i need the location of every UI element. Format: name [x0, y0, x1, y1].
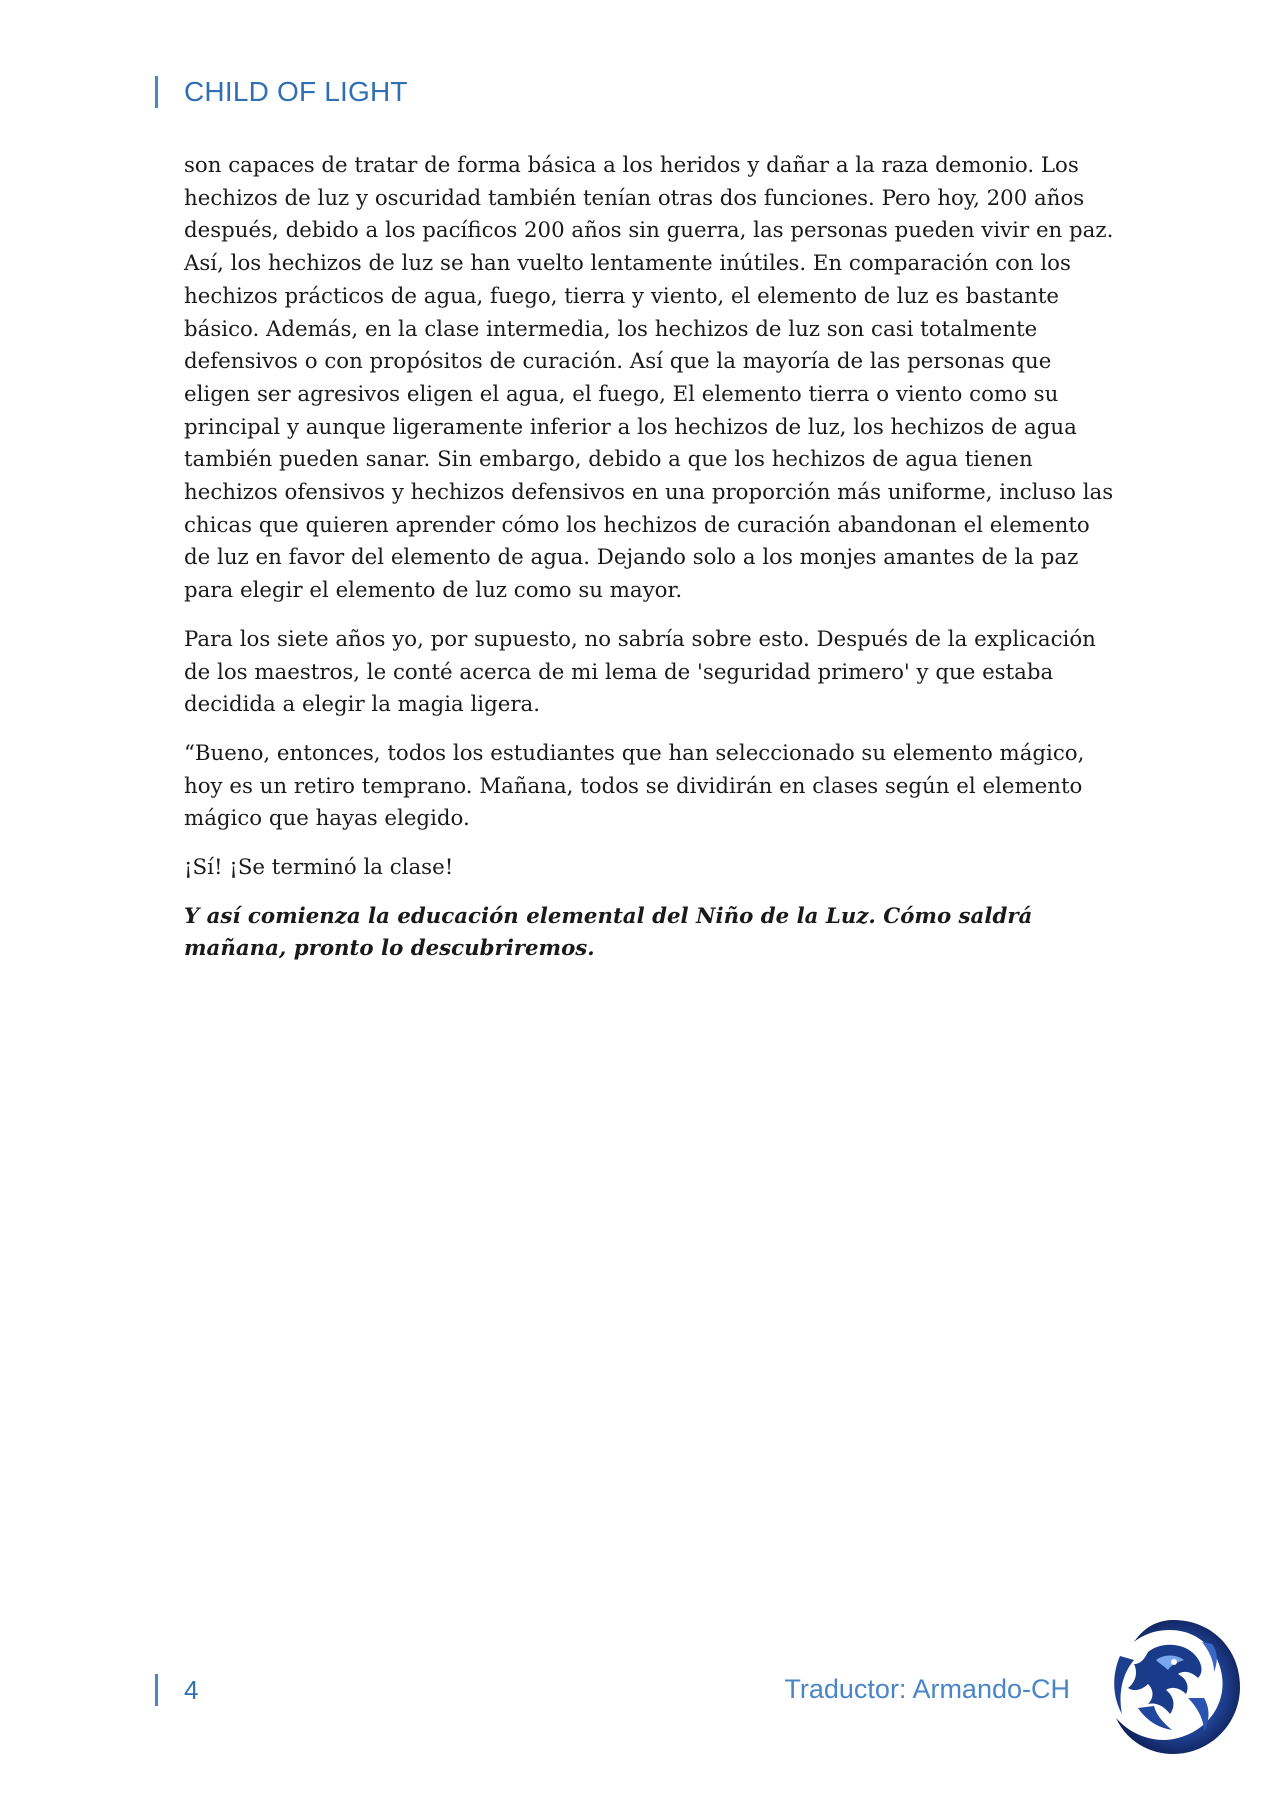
- page-body: [184, 150, 1114, 982]
- translator-credit: Traductor: Armando-CH: [784, 1674, 1070, 1704]
- body-paragraph: son capaces de tratar de forma básica a los heridos y dañar a la raza demonio. Los hechizos de luz y oscuridad también tenían otras dos funciones. Pero hoy, 200 años después, debido a los pacíficos 200 años sin guerra, las personas pueden vivir en paz. Así, los hechizos de luz se han vuelto lentamente inútiles. En comparación con los hechizos prácticos de agua, fuego, tierra y viento, el elemento de luz es bastante básico. Además, en la clase intermedia, los hechizos de luz son casi totalmente defensivos o con propósitos de curación. Así que la mayoría de las personas que eligen ser agresivos eligen el agua, el fuego, El elemento tierra o viento como su principal y aunque ligeramente inferior a los hechizos de luz, los hechizos de agua también pueden sanar. Sin embargo, debido a que los hechizos de agua tienen hechizos ofensivos y hechizos defensivos en una proporción más uniforme, incluso las chicas que quieren aprender cómo los hechizos de curación abandonan el elemento de luz en favor del elemento de agua. Dejando solo a los monjes amantes de la paz para elegir el elemento de luz como su mayor.: [184, 153, 1114, 604]
- header-accent-bar: [155, 76, 158, 108]
- body-paragraph: ¡Sí! ¡Se terminó la clase!: [184, 855, 454, 881]
- dragon-emblem-icon: [1098, 1612, 1248, 1762]
- page-number: 4: [184, 1674, 199, 1705]
- body-paragraph: “Bueno, entonces, todos los estudiantes que han seleccionado su elemento mágico, hoy es un retiro temprano. Mañana, todos se dividirán en clases según el elemento mágico que hayas elegido.: [184, 740, 1085, 832]
- page-footer: [155, 1672, 1075, 1708]
- page-header: [155, 74, 408, 110]
- header-title: CHILD OF LIGHT: [184, 76, 408, 107]
- footer-accent-bar: [155, 1674, 158, 1706]
- body-paragraph: Para los siete años yo, por supuesto, no sabría sobre esto. Después de la explicación de los maestros, le conté acerca de mi lema de 'seguridad primero' y que estaba decidida a elegir la magia ligera.: [184, 626, 1096, 718]
- closing-paragraph: Y así comienza la educación elemental del Niño de la Luz. Cómo saldrá mañana, pronto lo descubriremos.: [184, 903, 1033, 962]
